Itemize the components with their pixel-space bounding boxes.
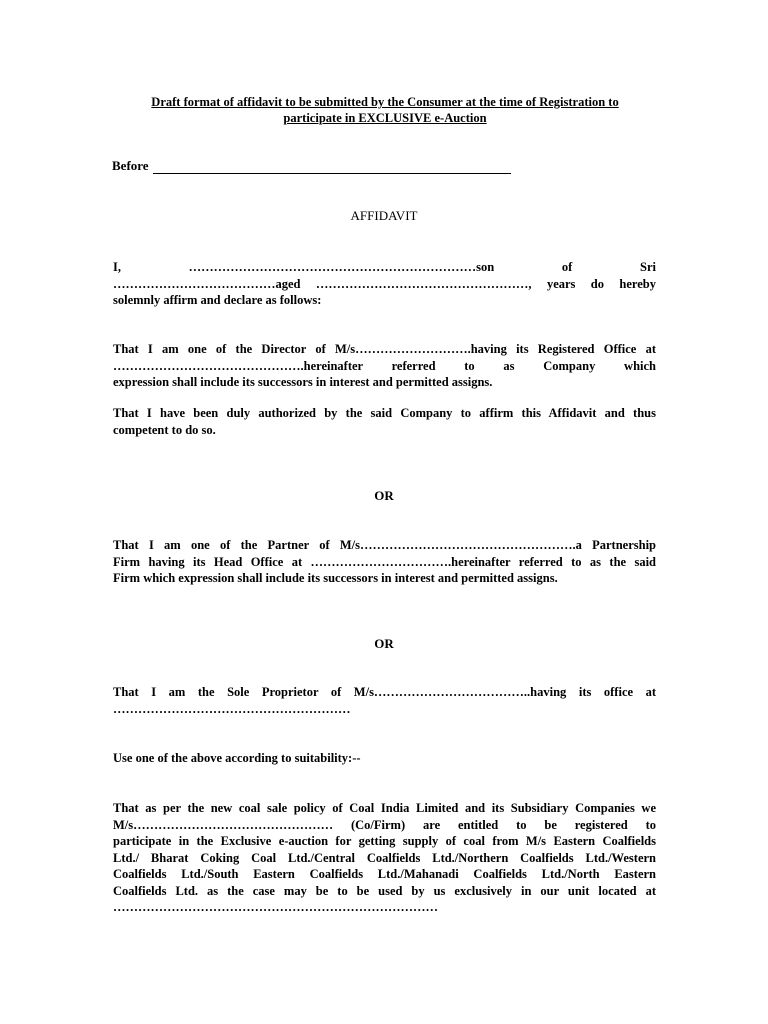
director-clause-line-3: expression shall include its successors in interest and permitted assigns. (113, 375, 493, 389)
or-separator-1: OR (374, 488, 394, 503)
before-field (112, 158, 511, 174)
partner-clause (113, 537, 656, 587)
intro-word: of (561, 260, 573, 274)
instruction-text: Use one of the above according to suitability:-- (113, 751, 361, 765)
partner-clause-line-2: Firm having its Head Office at …………………………….hereinafter referred to as the said (113, 554, 656, 569)
director-clause (113, 341, 656, 391)
authorization-clause-line-1: That I have been duly authorized by the said Company to affirm this Affidavit and thus (113, 406, 656, 420)
intro-word: I, (113, 260, 121, 274)
instruction-note (113, 750, 656, 767)
document-title-line-1: Draft format of affidavit to be submitted by the Consumer at the time of Registration to (151, 95, 619, 109)
policy-clause-line-4: Ltd./ Bharat Coking Coal Ltd./Central Coalfields Ltd./Northern Coalfields Ltd./Western (113, 850, 656, 865)
partner-clause-line-3: Firm which expression shall include its successors in interest and permitted assigns. (113, 571, 558, 585)
intro-line-3: solemnly affirm and declare as follows: (113, 293, 322, 307)
before-label: Before (112, 158, 149, 173)
policy-clause-line-5: Coalfields Ltd./South Eastern Coalfields Ltd./Mahanadi Coalfields Ltd./North Eastern (113, 867, 656, 881)
intro-word: ……………………………………………………………son (188, 260, 495, 274)
partner-clause-line-1: That I am one of the Partner of M/s…………………………………………….a Partnership (113, 538, 656, 552)
director-clause-line-1: That I am one of the Director of M/s……………………….having its Registered Office at (113, 342, 656, 356)
affidavit-heading: AFFIDAVIT (350, 208, 418, 223)
director-clause-line-2: ……………………………………….hereinafter referred to as Company which (113, 358, 656, 373)
intro-word: Sri (640, 260, 656, 274)
policy-clause-line-7: …………………………………………………………………… (113, 900, 438, 914)
before-blank-line (153, 159, 511, 174)
intro-line-1 (113, 259, 656, 276)
authorization-clause (113, 405, 656, 438)
policy-clause-line-3: participate in the Exclusive e-auction for getting supply of coal from M/s Eastern Coalfields (113, 834, 656, 848)
authorization-clause-line-2: competent to do so. (113, 422, 216, 437)
policy-clause-line-6: Coalfields Ltd. as the case may be to be used by us exclusively in our unit located at (113, 883, 656, 898)
intro-line-2: …………………………………aged ……………………………………………, years do hereby (113, 276, 656, 291)
intro-paragraph (113, 259, 656, 309)
policy-clause-line-1: That as per the new coal sale policy of Coal India Limited and its Subsidiary Companies we (113, 801, 656, 815)
policy-clause-line-2: M/s………………………………………… (Co/Firm) are entitled to be registered to (113, 817, 656, 832)
or-separator-2: OR (374, 636, 394, 651)
document-title-line-2: participate in EXCLUSIVE e-Auction (283, 111, 487, 125)
proprietor-clause-line-2: ………………………………………………… (113, 701, 351, 716)
policy-clause (113, 800, 656, 916)
proprietor-clause-line-1: That I am the Sole Proprietor of M/s………………………………..having its office at (113, 685, 656, 699)
proprietor-clause (113, 684, 656, 717)
